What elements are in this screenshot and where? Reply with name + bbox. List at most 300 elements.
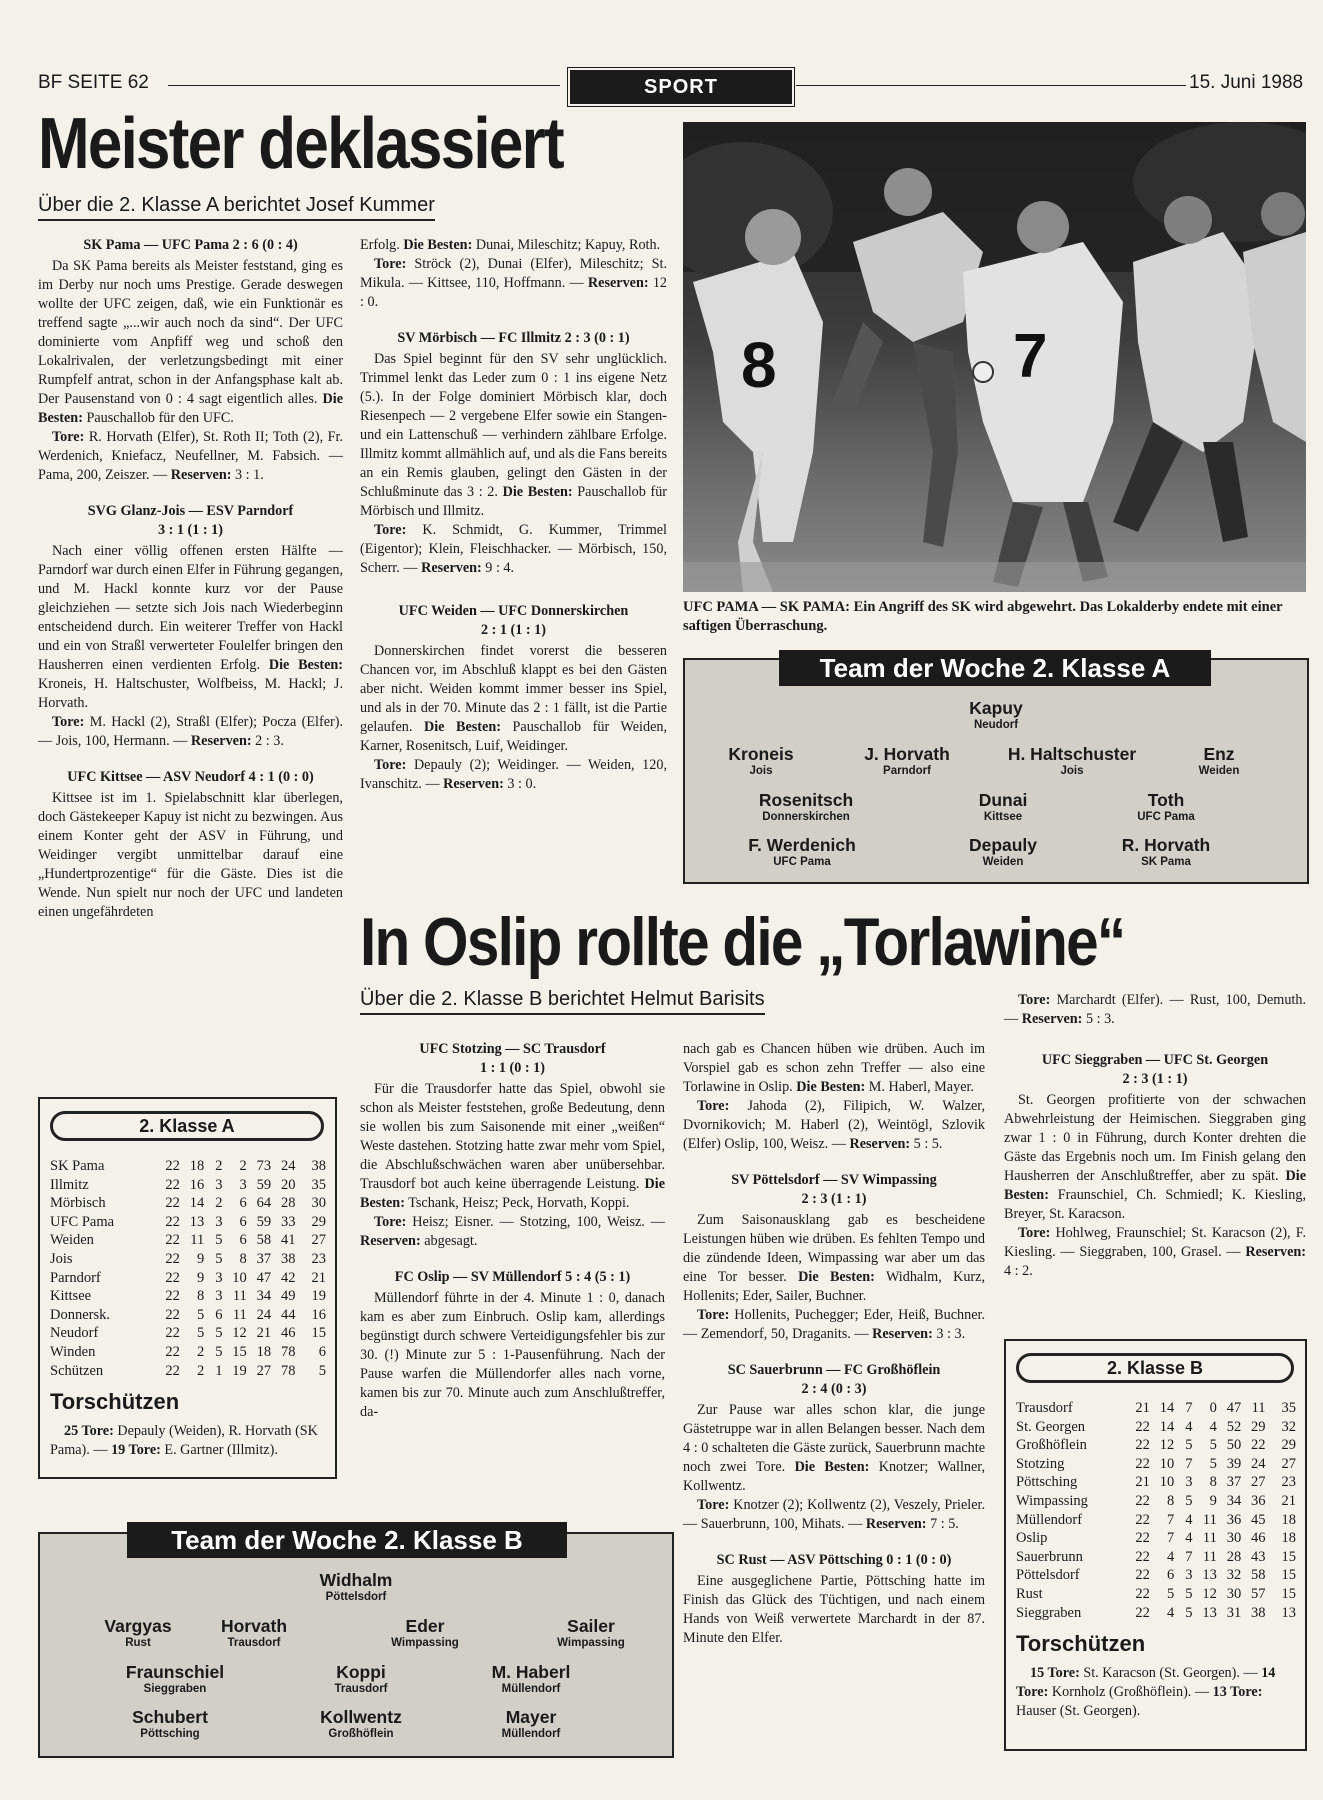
label-reserves: Reserven: xyxy=(849,1136,911,1152)
stat-cell: 35 xyxy=(1281,1400,1296,1416)
stat-cell: 11 xyxy=(232,1306,247,1323)
stat-cell: 22 xyxy=(165,1362,180,1379)
stat-cell: 5 xyxy=(1167,1585,1175,1602)
label-best: Die Besten: xyxy=(796,1079,866,1095)
team-name: Trausdorf xyxy=(1016,1400,1073,1416)
team-player: Koppi Trausdorf xyxy=(334,1662,388,1695)
stat-cell: 5 xyxy=(1185,1585,1193,1602)
stat-cell: 78 xyxy=(280,1362,296,1379)
match-report: Donnerskirchen findet vorerst die besseren Chancen vor, im Abschluß klappt es bei den Gästen aber nicht. Weiden kommt immer besser ins Spiel, und als in der 70. Minute das 2 : 1 fällt, ist die Partie gelaufen. xyxy=(360,643,667,735)
label-goals: Tore: xyxy=(374,757,407,773)
stat-cell: 8 xyxy=(239,1250,247,1267)
goals: M. Hackl (2), Straßl (Elfer); Pocza (Elfer). — Jois, 100, Hermann. — xyxy=(38,714,343,749)
match-report: Kittsee ist im 1. Spielabschnitt klar überlegen, doch Gästekeeper Kapuy ist nicht zu bezwingen. Aus einem Konter geht der ASV in Führung, und Weidinger vergibt unmittelbar darauf eine „Hundertprozentige“ für die Gäste. Dies ist die Wende. Nun spielt nur noch der UFC und landeten einen ungefährdeten xyxy=(38,790,343,920)
stat-cell: 15 xyxy=(311,1325,326,1342)
stat-cell: 11 xyxy=(1202,1530,1217,1547)
stat-cell: 57 xyxy=(1251,1585,1266,1602)
label-reserves: Reserven: xyxy=(170,467,232,483)
reserves: 5 : 5. xyxy=(913,1136,943,1152)
stat-cell: 16 xyxy=(189,1176,205,1193)
stat-cell: 29 xyxy=(311,1213,326,1230)
stat-cell: 22 xyxy=(1135,1492,1150,1509)
stat-cell: 13 xyxy=(189,1213,205,1230)
stat-cell: 22 xyxy=(1135,1567,1150,1584)
team-name: Müllendorf xyxy=(1016,1511,1083,1528)
stat-cell: 30 xyxy=(311,1195,326,1212)
best-players: Kroneis, H. Haltschuster, Wolfbeiss, M. Hackl; J. Horvath. xyxy=(38,676,343,711)
stat-cell: 7 xyxy=(1185,1400,1193,1416)
stat-cell: 5 xyxy=(215,1325,223,1342)
header-rule-left xyxy=(168,85,560,86)
team-player: Toth UFC Pama xyxy=(1137,790,1195,823)
stat-cell: 27 xyxy=(1281,1455,1296,1472)
team-name: Donnersk. xyxy=(50,1306,111,1323)
standings-row xyxy=(1016,1399,1296,1418)
label-goals: Tore: xyxy=(52,429,85,445)
stat-cell: 43 xyxy=(1251,1548,1266,1565)
match-report: Zum Saisonausklang gab es bescheidene Leistungen hüben wie drüben. Es fehlten Tempo und die zündende Ideen, Wimpassing war aber um das eine Tor besser. xyxy=(683,1212,985,1285)
standings-row xyxy=(1016,1566,1296,1585)
team-player: M. Haberl Müllendorf xyxy=(491,1662,571,1695)
team-name: Jois xyxy=(50,1250,73,1267)
stat-cell: 5 xyxy=(1185,1437,1193,1454)
team-of-week-a-title: Team der Woche 2. Klasse A xyxy=(779,650,1211,686)
stat-cell: 22 xyxy=(1135,1548,1150,1565)
stat-cell: 5 xyxy=(196,1325,205,1342)
scorers-b-title: Torschützen xyxy=(1016,1631,1146,1656)
stat-cell: 59 xyxy=(256,1213,272,1230)
stat-cell: 21 xyxy=(311,1269,326,1286)
match-report: Nach einer völlig offenen ersten Hälfte — Parndorf war durch einen Elfer in Führung gegangen, und M. Hackl konnte kurz vor der Pause gleichziehen — setzte sich Jois nach Wiederbeginn entscheidend durch. Ein weiterer Treffer von Hackl und ein von Straßl verwerteter Foulelfer bringen den Hausherren einen verdienten Erfolg. xyxy=(38,543,343,673)
standings-row xyxy=(1016,1492,1296,1511)
stat-cell: 45 xyxy=(1251,1511,1266,1528)
stat-cell: 24 xyxy=(1251,1455,1266,1472)
stat-cell: 3 xyxy=(1185,1567,1193,1584)
stat-cell: 27 xyxy=(256,1362,272,1379)
standings-b-title: 2. Klasse B xyxy=(1016,1353,1294,1383)
stat-cell: 24 xyxy=(256,1306,272,1323)
stat-cell: 14 xyxy=(1159,1400,1175,1416)
stat-cell: 11 xyxy=(1202,1548,1217,1565)
standings-row xyxy=(1016,1604,1296,1623)
goals: Heisz; Eisner. — Stotzing, 100, Weisz. — xyxy=(412,1214,665,1230)
stat-cell: 6 xyxy=(215,1306,223,1323)
team-player: Sailer Wimpassing xyxy=(557,1616,625,1649)
reserves: 4 : 2. xyxy=(1004,1263,1033,1279)
label-goals: Tore: xyxy=(374,1214,407,1230)
stat-cell: 23 xyxy=(311,1250,326,1267)
team-name: Sieggraben xyxy=(1016,1604,1082,1621)
label-best: Die Besten: xyxy=(794,1459,870,1475)
stat-cell: 22 xyxy=(165,1232,180,1249)
match-title: SV Pöttelsdorf — SV Wimpassing xyxy=(731,1172,937,1188)
stat-cell: 15 xyxy=(1281,1585,1296,1602)
best-players: Knotzer; Wallner, Kollwentz. xyxy=(683,1459,985,1494)
standings-b-grid xyxy=(1016,1399,1296,1622)
stat-cell: 4 xyxy=(1185,1530,1193,1547)
team-player: Depauly Weiden xyxy=(968,835,1038,868)
stat-cell: 28 xyxy=(1226,1548,1242,1565)
team-player: Horvath Trausdorf xyxy=(220,1616,288,1649)
reserves: 9 : 4. xyxy=(485,560,515,576)
label-goals: Tore: xyxy=(697,1497,730,1513)
stat-cell: 23 xyxy=(1281,1474,1296,1491)
header-rule-right xyxy=(796,85,1186,86)
match-title: SC Rust — ASV Pöttsching 0 : 1 (0 : 0) xyxy=(716,1552,952,1568)
stat-cell: 21 xyxy=(1281,1492,1296,1509)
reserves: 3 : 1. xyxy=(235,467,264,483)
standings-row xyxy=(50,1176,326,1195)
stat-cell: 2 xyxy=(239,1158,247,1174)
article2-column-1 xyxy=(360,1040,665,1422)
stat-cell: 36 xyxy=(1226,1511,1242,1528)
standings-row xyxy=(1016,1455,1296,1474)
team-player: Dunai Kittsee xyxy=(978,790,1028,823)
team-name: Illmitz xyxy=(50,1176,89,1193)
stat-cell: 5 xyxy=(215,1250,223,1267)
stat-cell: 11 xyxy=(1202,1511,1217,1528)
article2-column-3 xyxy=(1004,991,1306,1281)
stat-cell: 22 xyxy=(165,1195,180,1212)
label-reserves: Reserven: xyxy=(190,733,252,749)
goals: Depauly (2); Weidinger. — Weiden, 120, Ivanschitz. — xyxy=(360,757,668,792)
stat-cell: 27 xyxy=(311,1232,326,1249)
label-best: Die Besten: xyxy=(423,719,501,735)
standings-row xyxy=(1016,1548,1296,1567)
stat-cell: 64 xyxy=(256,1195,272,1212)
standings-a-grid xyxy=(50,1157,326,1380)
team-name: Schützen xyxy=(50,1362,104,1379)
match-report: St. Georgen profitierte von der schwachen Abwehrleistung der Heimischen. Sieggraben ging zwar 1 : 0 in Führung, durch Konter drehten die Gäste das Ergebnis noch um. Im Finish gelang den Hausherren der Anschlußtreffer, aber zu spät. xyxy=(1004,1092,1306,1184)
standings-row xyxy=(1016,1511,1296,1530)
label-goals: Tore: xyxy=(697,1307,730,1323)
stat-cell: 12 xyxy=(1202,1585,1217,1602)
stat-cell: 13 xyxy=(1202,1567,1217,1584)
team-name: Wimpassing xyxy=(1016,1492,1088,1509)
team-name: Weiden xyxy=(50,1232,94,1249)
stat-cell: 2 xyxy=(196,1343,205,1360)
stat-cell: 32 xyxy=(1226,1567,1242,1584)
stat-cell: 33 xyxy=(280,1213,296,1230)
stat-cell: 41 xyxy=(280,1232,296,1249)
stat-cell: 37 xyxy=(256,1250,272,1267)
stat-cell: 19 xyxy=(232,1362,247,1379)
standings-row xyxy=(1016,1529,1296,1548)
stat-cell: 50 xyxy=(1226,1437,1242,1454)
stat-cell: 46 xyxy=(1251,1530,1266,1547)
stat-cell: 22 xyxy=(165,1176,180,1193)
stat-cell: 37 xyxy=(1226,1474,1242,1491)
stat-cell: 6 xyxy=(239,1195,247,1212)
label-best: Die Besten: xyxy=(1004,1168,1307,1203)
stat-cell: 22 xyxy=(1135,1585,1150,1602)
match-report: Da SK Pama bereits als Meister feststand, ging es im Derby nur noch ums Prestige. Gerade deswegen wollte der UFC zeigen, daß, wie ein Funktionär es treffend sagte „...wir auch noch da sind“. Der UFC dominierte vom Anpfiff weg und schoß den Lokalrivalen, der verletzungsbedingt mit einer Rumpfelf antrat, schon in der Anfangsphase kalt ab. Der Pausenstand von 0 : 4 sagt eigentlich alles. xyxy=(38,258,343,407)
best-players: Fraunschiel, Ch. Schmiedl; K. Kiesling, Breyer, St. Karacson. xyxy=(1004,1187,1306,1222)
issue-date: 15. Juni 1988 xyxy=(1189,72,1304,93)
standings-row xyxy=(50,1194,326,1213)
best-players: Tschank, Heisz; Peck, Horvath, Koppi. xyxy=(408,1195,630,1211)
label-reserves: Reserven: xyxy=(865,1516,927,1532)
stat-cell: 4 xyxy=(1209,1418,1217,1435)
stat-cell: 2 xyxy=(196,1362,205,1379)
photo-caption: UFC PAMA — SK PAMA: Ein Angriff des SK wird abgewehrt. Das Lokalderby endete mit einer saftigen Überraschung. xyxy=(683,599,1283,634)
stat-cell: 38 xyxy=(280,1250,296,1267)
standings-a-title: 2. Klasse A xyxy=(50,1111,324,1141)
team-of-week-b-title: Team der Woche 2. Klasse B xyxy=(127,1522,567,1558)
stat-cell: 30 xyxy=(1226,1530,1242,1547)
scorers-b-text: 15 Tore: St. Karacson (St. Georgen). — 14 Tore: Kornholz (Großhöflein). — 13 Tore: Hauser (St. Georgen). xyxy=(1016,1665,1276,1719)
standings-table-a xyxy=(38,1097,337,1479)
team-name: Parndorf xyxy=(50,1269,101,1286)
match-title: SK Pama — UFC Pama 2 : 6 (0 : 4) xyxy=(83,237,298,253)
stat-cell: 9 xyxy=(196,1250,205,1267)
stat-cell: 22 xyxy=(165,1213,180,1230)
match-title: UFC Sieggraben — UFC St. Georgen xyxy=(1041,1052,1269,1068)
stat-cell: 22 xyxy=(1135,1604,1150,1621)
stat-cell: 19 xyxy=(311,1288,326,1305)
stat-cell: 42 xyxy=(280,1269,296,1286)
stat-cell: 21 xyxy=(256,1325,272,1342)
stat-cell: 11 xyxy=(190,1232,205,1249)
goals: Jahoda (2), Filipich, W. Walzer, Dvornikovich; M. Haberl (2), Weintögl, Szlovik (Elfer) Oslip, 100, Weisz. — xyxy=(683,1098,986,1152)
stat-cell: 6 xyxy=(239,1213,247,1230)
goals: R. Horvath (Elfer), St. Roth II; Toth (2), Fr. Werdenich, Kniefacz, Neufellner, M. Fabsich. — Pama, 200, Zeiszer. — xyxy=(38,429,344,483)
best-players: Dunai, Mileschitz; Kapuy, Roth. xyxy=(475,237,661,253)
label-reserves: Reserven: xyxy=(360,1233,421,1249)
byline-2: Über die 2. Klasse B berichtet Helmut Barisits xyxy=(360,988,765,1015)
scorers-a-title: Torschützen xyxy=(50,1389,180,1414)
stat-cell: 5 xyxy=(318,1362,326,1379)
team-player: F. Werdenich UFC Pama xyxy=(748,835,856,868)
team-player: Kroneis Jois xyxy=(728,744,794,777)
stat-cell: 34 xyxy=(1226,1492,1242,1509)
article2-column-2 xyxy=(683,1040,985,1648)
stat-cell: 18 xyxy=(1281,1530,1296,1547)
stat-cell: 38 xyxy=(311,1158,326,1174)
stat-cell: 2 xyxy=(215,1195,223,1212)
match-report: Eine ausgeglichene Partie, Pöttsching hatte im Finish das Glück des Tüchtigen, und nach einem Hands von Weiß verwertete Marchardt in der 87. Minute den Elfer. xyxy=(683,1573,985,1646)
stat-cell: 6 xyxy=(318,1343,326,1360)
stat-cell: 18 xyxy=(1281,1511,1296,1528)
best-players: Pauschallob für Weiden, Karner, Rosenitsch, Luif, Weidinger. xyxy=(360,719,668,754)
team-player: H. Haltschuster Jois xyxy=(1007,744,1137,777)
match-score: 2 : 4 (0 : 3) xyxy=(801,1381,867,1397)
best-players: M. Haberl, Mayer. xyxy=(868,1079,974,1095)
match-report: Zur Pause war alles schon klar, die junge Gästetruppe war in allen Belangen besser. Nach dem 4 : 0 schalteten die Gäste zurück, Sauerbrunn machte noch zwei Tore. xyxy=(683,1402,985,1475)
stat-cell: 38 xyxy=(1251,1604,1266,1621)
match-score: 2 : 3 (1 : 1) xyxy=(801,1191,867,1207)
stat-cell: 5 xyxy=(1185,1492,1193,1509)
stat-cell: 8 xyxy=(1209,1474,1217,1491)
team-name: Pöttelsdorf xyxy=(1016,1567,1080,1584)
reserves: 3 : 0. xyxy=(507,776,537,792)
stat-cell: 5 xyxy=(1209,1437,1217,1454)
team-name: St. Georgen xyxy=(1016,1418,1086,1435)
stat-cell: 21 xyxy=(1135,1400,1150,1416)
stat-cell: 5 xyxy=(1185,1604,1193,1621)
standings-row xyxy=(50,1324,326,1343)
stat-cell: 13 xyxy=(1281,1604,1296,1621)
team-player: Kollwentz Großhöflein xyxy=(320,1707,402,1740)
reserves: abgesagt. xyxy=(424,1233,478,1249)
match-title: UFC Stotzing — SC Trausdorf xyxy=(419,1041,606,1057)
team-player: Kapuy Neudorf xyxy=(969,698,1023,731)
stat-cell: 7 xyxy=(1185,1455,1193,1472)
label-goals: Tore: xyxy=(52,714,85,730)
team-name: Stotzing xyxy=(1016,1455,1065,1472)
stat-cell: 22 xyxy=(165,1269,180,1286)
stat-cell: 13 xyxy=(1202,1604,1217,1621)
stat-cell: 52 xyxy=(1226,1418,1242,1435)
label-reserves: Reserven: xyxy=(1021,1011,1083,1027)
jersey-number-8: 8 xyxy=(741,329,777,401)
team-of-week-a xyxy=(683,653,1309,884)
stat-cell: 8 xyxy=(196,1288,205,1305)
stat-cell: 22 xyxy=(1135,1455,1150,1472)
standings-row xyxy=(1016,1436,1296,1455)
stat-cell: 5 xyxy=(215,1343,223,1360)
stat-cell: 15 xyxy=(1281,1548,1296,1565)
stat-cell: 21 xyxy=(1135,1474,1150,1491)
team-name: Mörbisch xyxy=(50,1195,106,1212)
stat-cell: 4 xyxy=(1167,1548,1175,1565)
standings-row xyxy=(50,1157,326,1176)
goals: Ströck (2), Dunai (Elfer), Mileschitz; St. Mikula. — Kittsee, 110, Hoffmann. — xyxy=(360,256,668,291)
standings-row xyxy=(50,1231,326,1250)
team-player: J. Horvath Parndorf xyxy=(864,744,950,777)
stat-cell: 3 xyxy=(215,1176,223,1193)
team-name: Winden xyxy=(50,1343,96,1360)
team-player: Eder Wimpassing xyxy=(391,1616,459,1649)
article1-column-1 xyxy=(38,236,343,922)
stat-cell: 22 xyxy=(165,1306,180,1323)
stat-cell: 22 xyxy=(1135,1511,1150,1528)
label-goals: Tore: xyxy=(697,1098,730,1114)
label-best: Die Besten: xyxy=(38,391,343,426)
match-report: Für die Trausdorfer hatte das Spiel, obwohl sie schon als Meister feststehen, große Bedeutung, denn sie wollen bis zum Saisonende mit einer „weißen“ Weste dastehen. Stotzing hatte zwar mehr vom Spiel, die Abschlußschwächen waren aber unübersehbar. Trausdorf bot auch keine überragende Leistung. xyxy=(360,1081,665,1192)
stat-cell: 49 xyxy=(280,1288,296,1305)
stat-cell: 44 xyxy=(280,1306,296,1323)
stat-cell: 58 xyxy=(256,1232,272,1249)
stat-cell: 4 xyxy=(1185,1511,1193,1528)
stat-cell: 29 xyxy=(1251,1418,1266,1435)
label-reserves: Reserven: xyxy=(421,560,482,576)
stat-cell: 59 xyxy=(256,1176,272,1193)
page-label: BF SEITE 62 xyxy=(38,72,149,93)
team-name: Großhöflein xyxy=(1016,1437,1087,1454)
label-goals: Tore: xyxy=(374,256,407,272)
goals: Hohlweg, Fraunschiel; St. Karacson (2), F. Kiesling. — Sieggraben, 100, Grasel. — xyxy=(1004,1225,1306,1260)
label-reserves: Reserven: xyxy=(587,275,649,291)
match-title: FC Oslip — SV Müllendorf 5 : 4 (5 : 1) xyxy=(394,1269,631,1285)
stat-cell: 14 xyxy=(189,1195,205,1212)
stat-cell: 47 xyxy=(256,1269,272,1286)
team-player: Rosenitsch Donnerskirchen xyxy=(758,790,854,823)
article1-column-2 xyxy=(360,236,667,794)
standings-row xyxy=(1016,1418,1296,1437)
football-scene-image xyxy=(683,122,1306,592)
stat-cell: 58 xyxy=(1251,1567,1266,1584)
stat-cell: 3 xyxy=(1185,1474,1193,1491)
stat-cell: 10 xyxy=(1159,1455,1175,1472)
stat-cell: 3 xyxy=(215,1288,223,1305)
label-best: Die Besten: xyxy=(268,657,344,673)
stat-cell: 15 xyxy=(1281,1567,1296,1584)
section-label: SPORT xyxy=(570,70,792,104)
standings-row xyxy=(50,1306,326,1325)
reserves: 7 : 5. xyxy=(930,1516,959,1532)
team-name: Rust xyxy=(1016,1585,1043,1602)
stat-cell: 73 xyxy=(256,1158,272,1174)
label-reserves: Reserven: xyxy=(443,776,504,792)
match-title: UFC Kittsee — ASV Neudorf 4 : 1 (0 : 0) xyxy=(67,769,314,785)
label-best: Die Besten: xyxy=(502,484,573,500)
stat-cell: 7 xyxy=(1185,1548,1193,1565)
stat-cell: 16 xyxy=(311,1306,326,1323)
stat-cell: 78 xyxy=(280,1343,296,1360)
stat-cell: 4 xyxy=(1185,1418,1193,1435)
best-players: Pauschallob für Mörbisch und Illmitz. xyxy=(360,484,668,519)
match-score: 1 : 1 (0 : 1) xyxy=(479,1060,545,1076)
headline-1: Meister deklassiert xyxy=(38,104,563,184)
label-goals: Tore: xyxy=(1018,1225,1051,1241)
stat-cell: 10 xyxy=(1159,1474,1175,1491)
match-title: SC Sauerbrunn — FC Großhöflein xyxy=(727,1362,941,1378)
label-reserves: Reserven: xyxy=(872,1326,933,1342)
stat-cell: 29 xyxy=(1281,1437,1296,1454)
stat-cell: 35 xyxy=(311,1176,326,1193)
standings-row xyxy=(50,1343,326,1362)
stat-cell: 22 xyxy=(165,1158,180,1174)
stat-cell: 8 xyxy=(1167,1492,1175,1509)
stat-cell: 0 xyxy=(1209,1400,1217,1416)
team-name: Oslip xyxy=(1016,1530,1048,1547)
stat-cell: 1 xyxy=(215,1362,223,1379)
stat-cell: 6 xyxy=(1167,1567,1175,1584)
team-name: Neudorf xyxy=(50,1325,99,1342)
stat-cell: 9 xyxy=(1209,1492,1217,1509)
standings-row xyxy=(50,1213,326,1232)
reserves: 5 : 3. xyxy=(1085,1011,1115,1027)
stat-cell: 12 xyxy=(232,1325,247,1342)
stat-cell: 14 xyxy=(1159,1418,1175,1435)
stat-cell: 24 xyxy=(280,1158,296,1174)
stat-cell: 22 xyxy=(165,1288,180,1305)
match-title: SV Mörbisch — FC Illmitz 2 : 3 (0 : 1) xyxy=(397,330,630,346)
goals: Knotzer (2); Kollwentz (2), Veszely, Prieler. — Sauerbrunn, 100, Mihats. — xyxy=(683,1497,986,1532)
stat-cell: 47 xyxy=(1226,1400,1242,1416)
stat-cell: 12 xyxy=(1159,1437,1175,1454)
byline-1: Über die 2. Klasse A berichtet Josef Kummer xyxy=(38,194,435,221)
stat-cell: 22 xyxy=(165,1250,180,1267)
match-report: Erfolg. xyxy=(360,237,400,253)
stat-cell: 7 xyxy=(1167,1530,1175,1547)
team-player: Mayer Müllendorf xyxy=(501,1707,561,1740)
stat-cell: 11 xyxy=(1251,1400,1266,1416)
standings-row xyxy=(50,1250,326,1269)
match-report: Das Spiel beginnt für den SV sehr unglücklich. Trimmel lenkt das Leder zum 0 : 1 ins eigene Netz (5.). In der Folge dominiert Mörbisch klar, doch Riesenpech — 2 vergebene Elfer sowie ein Stangen- und ein Lattenschuß — verhindern zählbare Erfolge. Illmitz kommt allmählich auf, und als die Fans bereits an ein Remis glauben, gelingt den Gästen in der Schlußminute das 3 : 2. xyxy=(360,351,667,500)
stat-cell: 22 xyxy=(1135,1530,1150,1547)
stat-cell: 9 xyxy=(196,1269,205,1286)
match-title: UFC Weiden — UFC Donnerskirchen xyxy=(398,603,629,619)
stat-cell: 15 xyxy=(232,1343,247,1360)
stat-cell: 46 xyxy=(280,1325,296,1342)
team-player: Vargyas Rust xyxy=(104,1616,172,1649)
team-player: Schubert Pöttsching xyxy=(132,1707,208,1740)
stat-cell: 5 xyxy=(196,1306,205,1323)
team-name: SK Pama xyxy=(50,1158,105,1174)
goals: K. Schmidt, G. Kummer, Trimmel (Eigentor); Klein, Fleischhacker. — Mörbisch, 150, Scherr. — xyxy=(360,522,668,576)
